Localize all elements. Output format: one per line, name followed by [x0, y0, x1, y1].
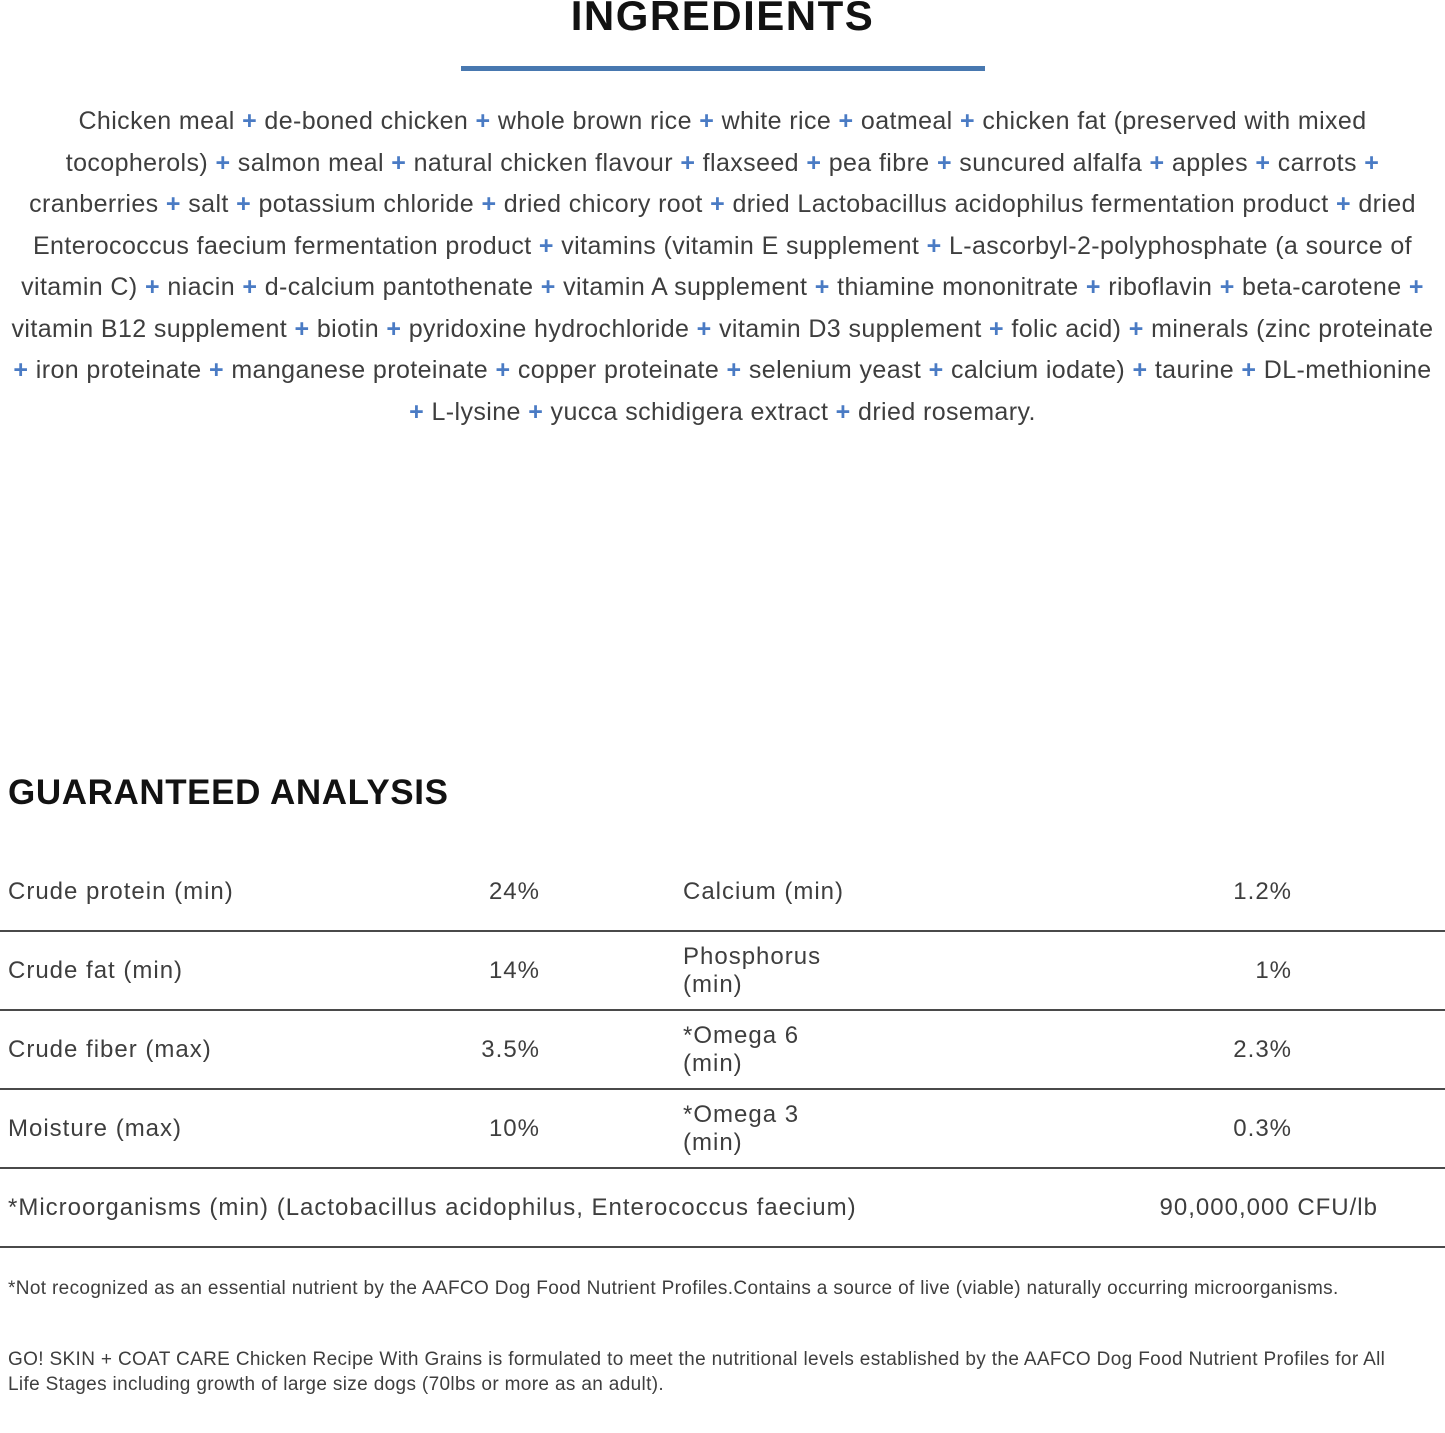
- plus-separator-icon: +: [474, 190, 504, 218]
- ingredient-item: suncured alfalfa: [959, 148, 1143, 177]
- ingredient-item: vitamin B12 supplement: [11, 314, 288, 343]
- ingredient-item: white rice: [721, 107, 832, 135]
- aafco-footnote: *Not recognized as an essential nutrient by the AAFCO Dog Food Nutrient Profiles.Contains a source of live (viable) naturally occurring microorganisms.: [8, 1278, 1339, 1299]
- analysis-label: Phosphorus (min): [683, 942, 822, 998]
- plus-separator-icon: +: [379, 314, 409, 343]
- ingredient-item: biotin: [316, 314, 380, 343]
- plus-separator-icon: +: [1212, 273, 1243, 301]
- ingredient-item: dried chicory root: [503, 190, 703, 218]
- analysis-value: 2.3%: [1233, 1035, 1292, 1063]
- ingredient-item: L-ascorbyl-2-polyphosphate (a source of vitamin C): [21, 231, 1413, 301]
- analysis-value: 24%: [488, 877, 540, 905]
- plus-separator-icon: +: [1356, 148, 1380, 177]
- ingredient-item: iron proteinate: [35, 356, 202, 384]
- analysis-label: Calcium (min): [683, 877, 845, 905]
- plus-separator-icon: +: [828, 397, 859, 426]
- ingredient-item: taurine: [1154, 356, 1235, 384]
- ingredient-item: salmon meal: [237, 148, 384, 177]
- plus-separator-icon: +: [468, 107, 498, 135]
- plus-separator-icon: +: [520, 397, 551, 426]
- ingredients-title: INGREDIENTS: [570, 0, 875, 39]
- plus-separator-icon: +: [201, 356, 232, 384]
- formulation-statement: GO! SKIN + COAT CARE Chicken Recipe With Grains is formulated to meet the nutritional levels established by the AAFCO Dog Food Nutrient Profiles for All Life Stages including growth of large size dogs (70lbs or more as an adult).: [8, 1349, 1386, 1395]
- plus-separator-icon: +: [689, 314, 720, 343]
- ingredient-item: vitamins (vitamin E supplement: [561, 231, 920, 260]
- plus-separator-icon: +: [1234, 356, 1264, 384]
- plus-separator-icon: +: [807, 273, 838, 301]
- ingredient-item: vitamin A supplement: [563, 273, 808, 301]
- ingredient-item: folic acid): [1011, 314, 1122, 343]
- analysis-value: 1.2%: [1233, 877, 1292, 905]
- analysis-row: [0, 1011, 1445, 1090]
- ingredient-item: copper proteinate: [517, 356, 720, 384]
- ingredient-item: d-calcium pantothenate: [264, 273, 534, 301]
- ingredient-item: riboflavin: [1108, 273, 1213, 301]
- analysis-label: Moisture (max): [8, 1114, 183, 1142]
- analysis-value: 14%: [488, 956, 540, 984]
- ingredient-item: chicken fat (preserved with mixed tocopherols): [65, 107, 1367, 177]
- analysis-row: [0, 853, 1445, 932]
- plus-separator-icon: +: [981, 314, 1012, 343]
- ingredient-item: dried rosemary.: [858, 397, 1036, 426]
- plus-separator-icon: +: [831, 107, 861, 135]
- plus-separator-icon: +: [1142, 148, 1172, 177]
- plus-separator-icon: +: [13, 356, 36, 384]
- ingredient-item: whole brown rice: [497, 107, 692, 135]
- ingredient-item: DL-methionine: [1263, 356, 1432, 384]
- microorganisms-label: *Microorganisms (min) (Lactobacillus acidophilus, Enterococcus faecium): [8, 1193, 857, 1221]
- ingredient-item: pea fibre: [828, 148, 930, 177]
- analysis-label: *Omega 3 (min): [683, 1100, 800, 1156]
- guaranteed-analysis-heading: GUARANTEED ANALYSIS: [8, 773, 449, 812]
- plus-separator-icon: +: [672, 148, 703, 177]
- microorganisms-value: 90,000,000 CFU/lb: [1159, 1193, 1378, 1221]
- ingredient-item: thiamine mononitrate: [837, 273, 1079, 301]
- plus-separator-icon: +: [929, 148, 960, 177]
- ingredient-item: potassium chloride: [258, 190, 475, 218]
- ingredient-item: pyridoxine hydrochloride: [408, 314, 690, 343]
- analysis-label: Crude fiber (max): [8, 1035, 212, 1063]
- ingredient-item: dried Lactobacillus acidophilus fermentation product: [732, 190, 1329, 218]
- analysis-row: [0, 932, 1445, 1011]
- title-underline-rule: [461, 66, 985, 71]
- plus-separator-icon: +: [719, 356, 749, 384]
- plus-separator-icon: +: [1401, 273, 1424, 301]
- ingredient-item: carrots: [1277, 148, 1357, 177]
- plus-separator-icon: +: [919, 231, 949, 260]
- plus-separator-icon: +: [531, 231, 562, 260]
- plus-separator-icon: +: [702, 190, 733, 218]
- ingredient-item: flaxseed: [702, 148, 799, 177]
- plus-separator-icon: +: [921, 356, 951, 384]
- plus-separator-icon: +: [1328, 190, 1359, 218]
- ingredients-section: [0, 0, 1445, 433]
- plus-separator-icon: +: [799, 148, 829, 177]
- plus-separator-icon: +: [158, 190, 189, 218]
- analysis-value: 0.3%: [1233, 1114, 1292, 1142]
- microorganisms-row: [0, 1169, 1445, 1248]
- ingredient-item: beta-carotene: [1242, 273, 1402, 301]
- ingredient-item: yucca schidigera extract: [550, 397, 829, 426]
- plus-separator-icon: +: [409, 397, 432, 426]
- plus-separator-icon: +: [533, 273, 564, 301]
- analysis-value: 1%: [1255, 956, 1292, 984]
- ingredient-item: calcium iodate): [950, 356, 1126, 384]
- ingredient-item: niacin: [167, 273, 236, 301]
- ingredient-item: natural chicken flavour: [413, 148, 673, 177]
- ingredient-item: oatmeal: [860, 107, 953, 135]
- plus-separator-icon: +: [383, 148, 414, 177]
- plus-separator-icon: +: [235, 273, 265, 301]
- ingredient-item: manganese proteinate: [231, 356, 489, 384]
- guaranteed-analysis-section: [0, 773, 1445, 1397]
- plus-separator-icon: +: [234, 107, 265, 135]
- plus-separator-icon: +: [137, 273, 168, 301]
- plus-separator-icon: +: [228, 190, 259, 218]
- ingredient-item: selenium yeast: [748, 356, 922, 384]
- ingredients-paragraph: [0, 101, 1445, 433]
- guaranteed-analysis-table: [0, 853, 1445, 1169]
- plus-separator-icon: +: [287, 314, 317, 343]
- ingredient-item: minerals (zinc proteinate: [1151, 314, 1434, 343]
- plus-separator-icon: +: [488, 356, 518, 384]
- analysis-label: *Omega 6 (min): [683, 1021, 800, 1077]
- analysis-row: [0, 1090, 1445, 1169]
- analysis-value: 3.5%: [481, 1035, 540, 1063]
- analysis-label: Crude fat (min): [8, 956, 184, 984]
- plus-separator-icon: +: [1078, 273, 1109, 301]
- ingredient-item: L-lysine: [431, 397, 521, 426]
- ingredient-item: vitamin D3 supplement: [719, 314, 982, 343]
- ingredient-item: salt: [188, 190, 229, 218]
- analysis-value: 10%: [488, 1114, 540, 1142]
- ingredient-item: apples: [1171, 148, 1248, 177]
- analysis-label: Crude protein (min): [8, 877, 234, 905]
- plus-separator-icon: +: [208, 148, 238, 177]
- ingredient-item: dried Enterococcus faecium fermentation product: [32, 190, 1416, 260]
- ingredient-item: cranberries: [29, 190, 159, 218]
- plus-separator-icon: +: [1247, 148, 1278, 177]
- plus-separator-icon: +: [1125, 356, 1155, 384]
- ingredient-item: de-boned chicken: [264, 107, 469, 135]
- plus-separator-icon: +: [952, 107, 983, 135]
- plus-separator-icon: +: [691, 107, 722, 135]
- plus-separator-icon: +: [1121, 314, 1152, 343]
- ingredient-item: Chicken meal: [78, 107, 235, 135]
